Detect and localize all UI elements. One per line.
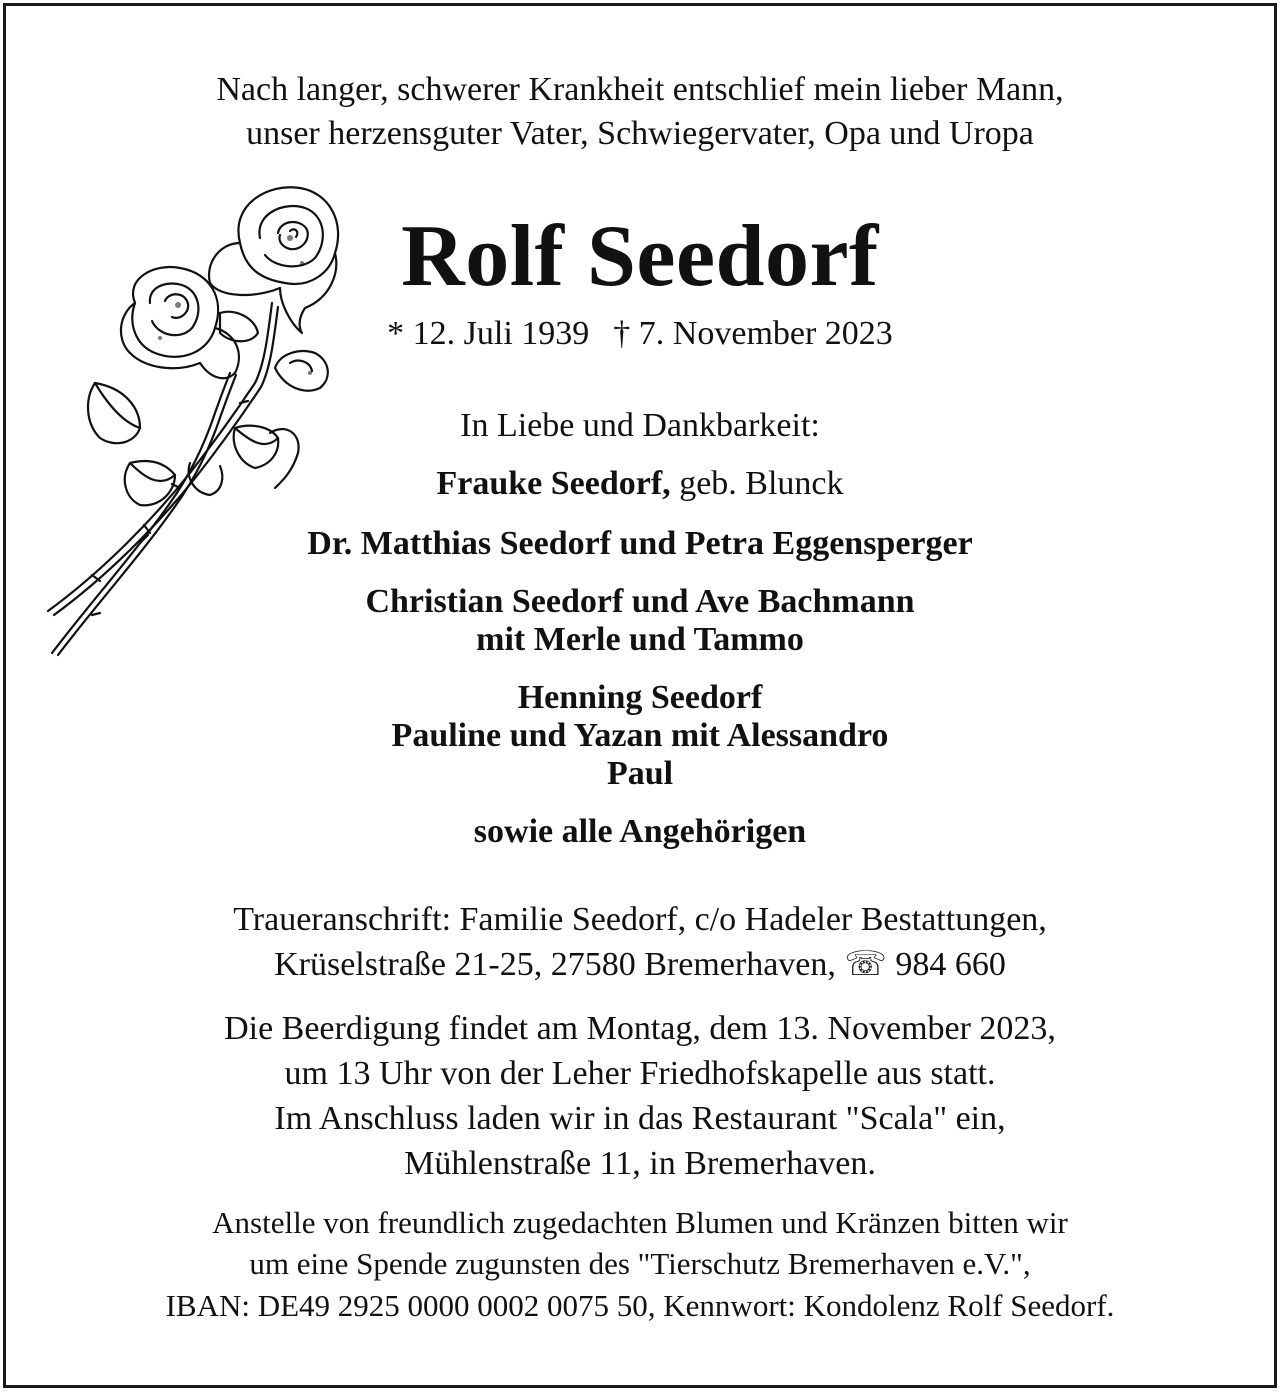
life-dates [0,317,1280,351]
intro-line-1: Nach langer, schwerer Krankheit entschlief mein lieber Mann, [216,71,1064,108]
spouse-maiden-name: geb. Blunck [679,465,844,502]
birth-date: * 12. Juli 1939 [387,315,590,352]
family-3-line-2: Pauline und Yazan mit Alessandro [391,717,889,754]
spouse-name: Frauke Seedorf, [436,465,671,502]
funeral-line-2: um 13 Uhr von der Leher Friedhofskapelle aus statt. [284,1055,996,1092]
donation-line-1: Anstelle von freundlich zugedachten Blumen und Kränzen bitten wir [212,1205,1068,1240]
funeral-line-1: Die Beerdigung findet am Montag, dem 13. November 2023, [224,1010,1056,1047]
death-date: † 7. November 2023 [613,315,893,352]
address-line-1: Traueranschrift: Familie Seedorf, c/o Hadeler Bestattungen, [233,901,1047,938]
funeral-line-4: Mühlenstraße 11, in Bremerhaven. [404,1145,876,1182]
other-relatives: sowie alle Angehörigen [473,813,807,850]
address-line-2 [0,948,1280,982]
family-3-line-3: Paul [606,755,674,792]
phone-number: 984 660 [895,946,1006,983]
family-line-1: Dr. Matthias Seedorf und Petra Eggensperger [307,525,973,562]
mourners-intro: In Liebe und Dankbarkeit: [460,407,820,444]
address-street: Krüselstraße 21-25, 27580 Bremerhaven, [274,946,836,983]
donation-line-3: IBAN: DE49 2925 0000 0002 0075 50, Kennwort: Kondolenz Rolf Seedorf. [165,1288,1115,1323]
telephone-icon: ☏ [844,946,887,983]
funeral-line-3: Im Anschluss laden wir in das Restaurant "Scala" ein, [274,1100,1006,1137]
spouse-line [0,467,1280,501]
family-2-line-1: Christian Seedorf und Ave Bachmann [365,583,915,620]
family-3-line-1: Henning Seedorf [517,679,763,716]
donation-line-2: um eine Spende zugunsten des "Tierschutz Bremerhaven e.V.", [249,1246,1031,1281]
intro-line-2: unser herzensguter Vater, Schwiegervater, Opa und Uropa [246,115,1034,152]
family-2-line-2: mit Merle und Tammo [476,621,804,658]
deceased-name: Rolf Seedorf [401,208,879,305]
